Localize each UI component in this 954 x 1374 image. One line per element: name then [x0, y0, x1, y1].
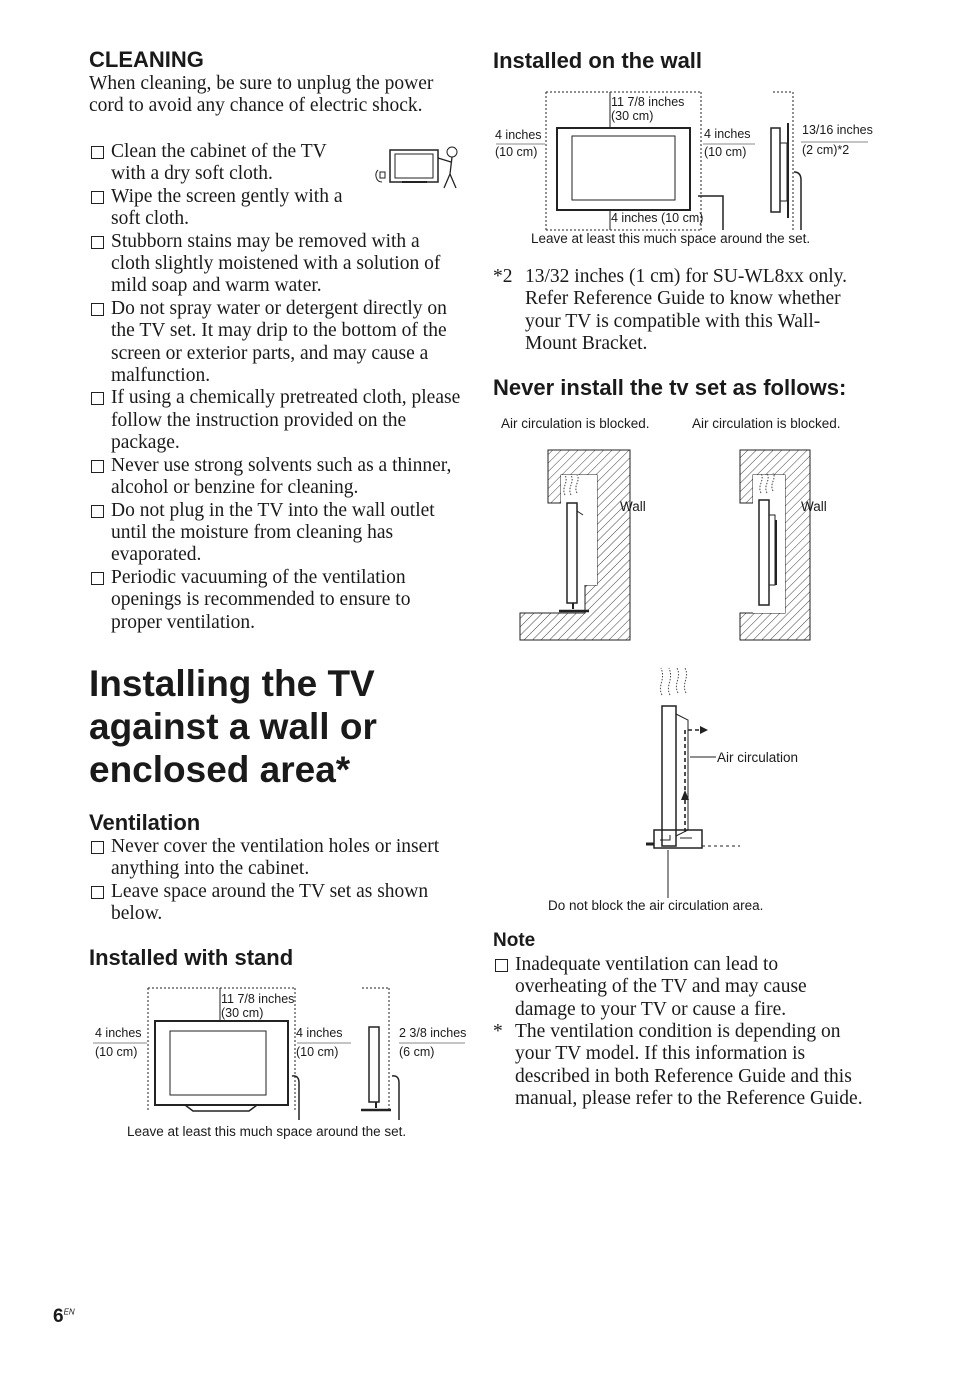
ventilation-item: Leave space around the TV set as shown below. [89, 881, 461, 926]
cleaning-intro: When cleaning, be sure to unplug the power cord to avoid any chance of electric shock. [89, 73, 434, 117]
stand-left-label-2: (10 cm) [95, 1045, 138, 1059]
air-circulation-label: Air circulation [717, 750, 799, 765]
wall-side-label-1: 13/16 inches [802, 123, 873, 137]
stand-top-label-2: (30 cm) [221, 1006, 264, 1020]
note-star-text: The ventilation condition is depending on your TV model. If this information is described in both Reference Guide and this manual, please refer to the Reference Guide. [515, 1021, 863, 1110]
note-list [493, 954, 868, 1021]
wall-footnote-mark: *2 [493, 266, 513, 287]
wall-heading: Installed on the wall [493, 48, 703, 73]
never-label-left: Air circulation is blocked. [501, 416, 650, 431]
wall-left-label-2: (10 cm) [495, 145, 538, 159]
note-star: * [493, 1021, 503, 1042]
ventilation-item: Never cover the ventilation holes or insert anything into the cabinet. [89, 836, 461, 881]
stand-heading: Installed with stand [89, 945, 294, 970]
cleaning-list [89, 141, 461, 634]
ventilation-heading: Ventilation [89, 810, 201, 835]
stand-right-label-1: 4 inches [296, 1026, 343, 1040]
wall-top-label-2: (30 cm) [611, 109, 654, 123]
stand-left-label-1: 4 inches [95, 1026, 142, 1040]
wall-left-label-1: 4 inches [495, 128, 542, 142]
never-install-diagrams [515, 445, 825, 645]
cleaning-item: Never use strong solvents such as a thinner, alcohol or benzine for cleaning. [89, 455, 461, 500]
cleaning-item: Do not spray water or detergent directly on the TV set. It may drip to the bottom of the screen or exterior parts, and may cause a malfunction. [89, 298, 461, 388]
cleaning-heading: CLEANING [89, 47, 204, 72]
wall-footnote-text: 13/32 inches (1 cm) for SU-WL8xx only. Refer Reference Guide to know whether your TV is compatible with this Wall-Mount Bracket. [525, 266, 848, 355]
never-wall-left: Wall [620, 499, 646, 514]
wall-top-label-1: 11 7/8 inches [611, 95, 685, 109]
wall-right-label-1: 4 inches [704, 127, 751, 141]
wall-side-label-2: (2 cm)*2 [802, 143, 850, 157]
air-circulation-diagram [640, 660, 750, 900]
never-label-right: Air circulation is blocked. [692, 416, 841, 431]
ventilation-list [89, 836, 461, 926]
stand-side-label-1: 2 3/8 inches [399, 1026, 467, 1040]
cleaning-item: Do not plug in the TV into the wall outlet until the moisture from cleaning has evaporated. [89, 500, 461, 567]
wall-caption: Leave at least this much space around the set. [531, 231, 811, 246]
air-circulation-caption: Do not block the air circulation area. [548, 898, 764, 913]
cleaning-item: Periodic vacuuming of the ventilation openings is recommended to ensure to proper ventilation. [89, 567, 461, 634]
never-wall-right: Wall [801, 499, 827, 514]
cleaning-illustration [372, 144, 464, 190]
note-heading: Note [493, 930, 536, 951]
cleaning-item: Clean the cabinet of the TV with a dry soft cloth. [89, 141, 361, 186]
page-number: $6^{EN}$ [53, 1306, 75, 1327]
note-item: Inadequate ventilation can lead to overheating of the TV and may cause damage to your TV or cause a fire. [493, 954, 868, 1021]
wall-bottom-label: 4 inches (10 cm) [611, 211, 704, 225]
stand-top-label-1: 11 7/8 inches [221, 992, 295, 1006]
cleaning-item: Stubborn stains may be removed with a cloth slightly moistened with a solution of mild soap and warm water. [89, 231, 461, 298]
stand-right-label-2: (10 cm) [296, 1045, 339, 1059]
wall-right-label-2: (10 cm) [704, 145, 747, 159]
never-heading: Never install the tv set as follows: [493, 375, 847, 400]
cleaning-item: Wipe the screen gently with a soft cloth. [89, 186, 371, 231]
stand-caption: Leave at least this much space around the set. [127, 1124, 407, 1139]
page-title: Installing the TV against a wall or enclosed area* [89, 663, 377, 790]
stand-side-label-2: (6 cm) [399, 1045, 435, 1059]
cleaning-item: If using a chemically pretreated cloth, please follow the instruction provided on the package. [89, 387, 461, 454]
